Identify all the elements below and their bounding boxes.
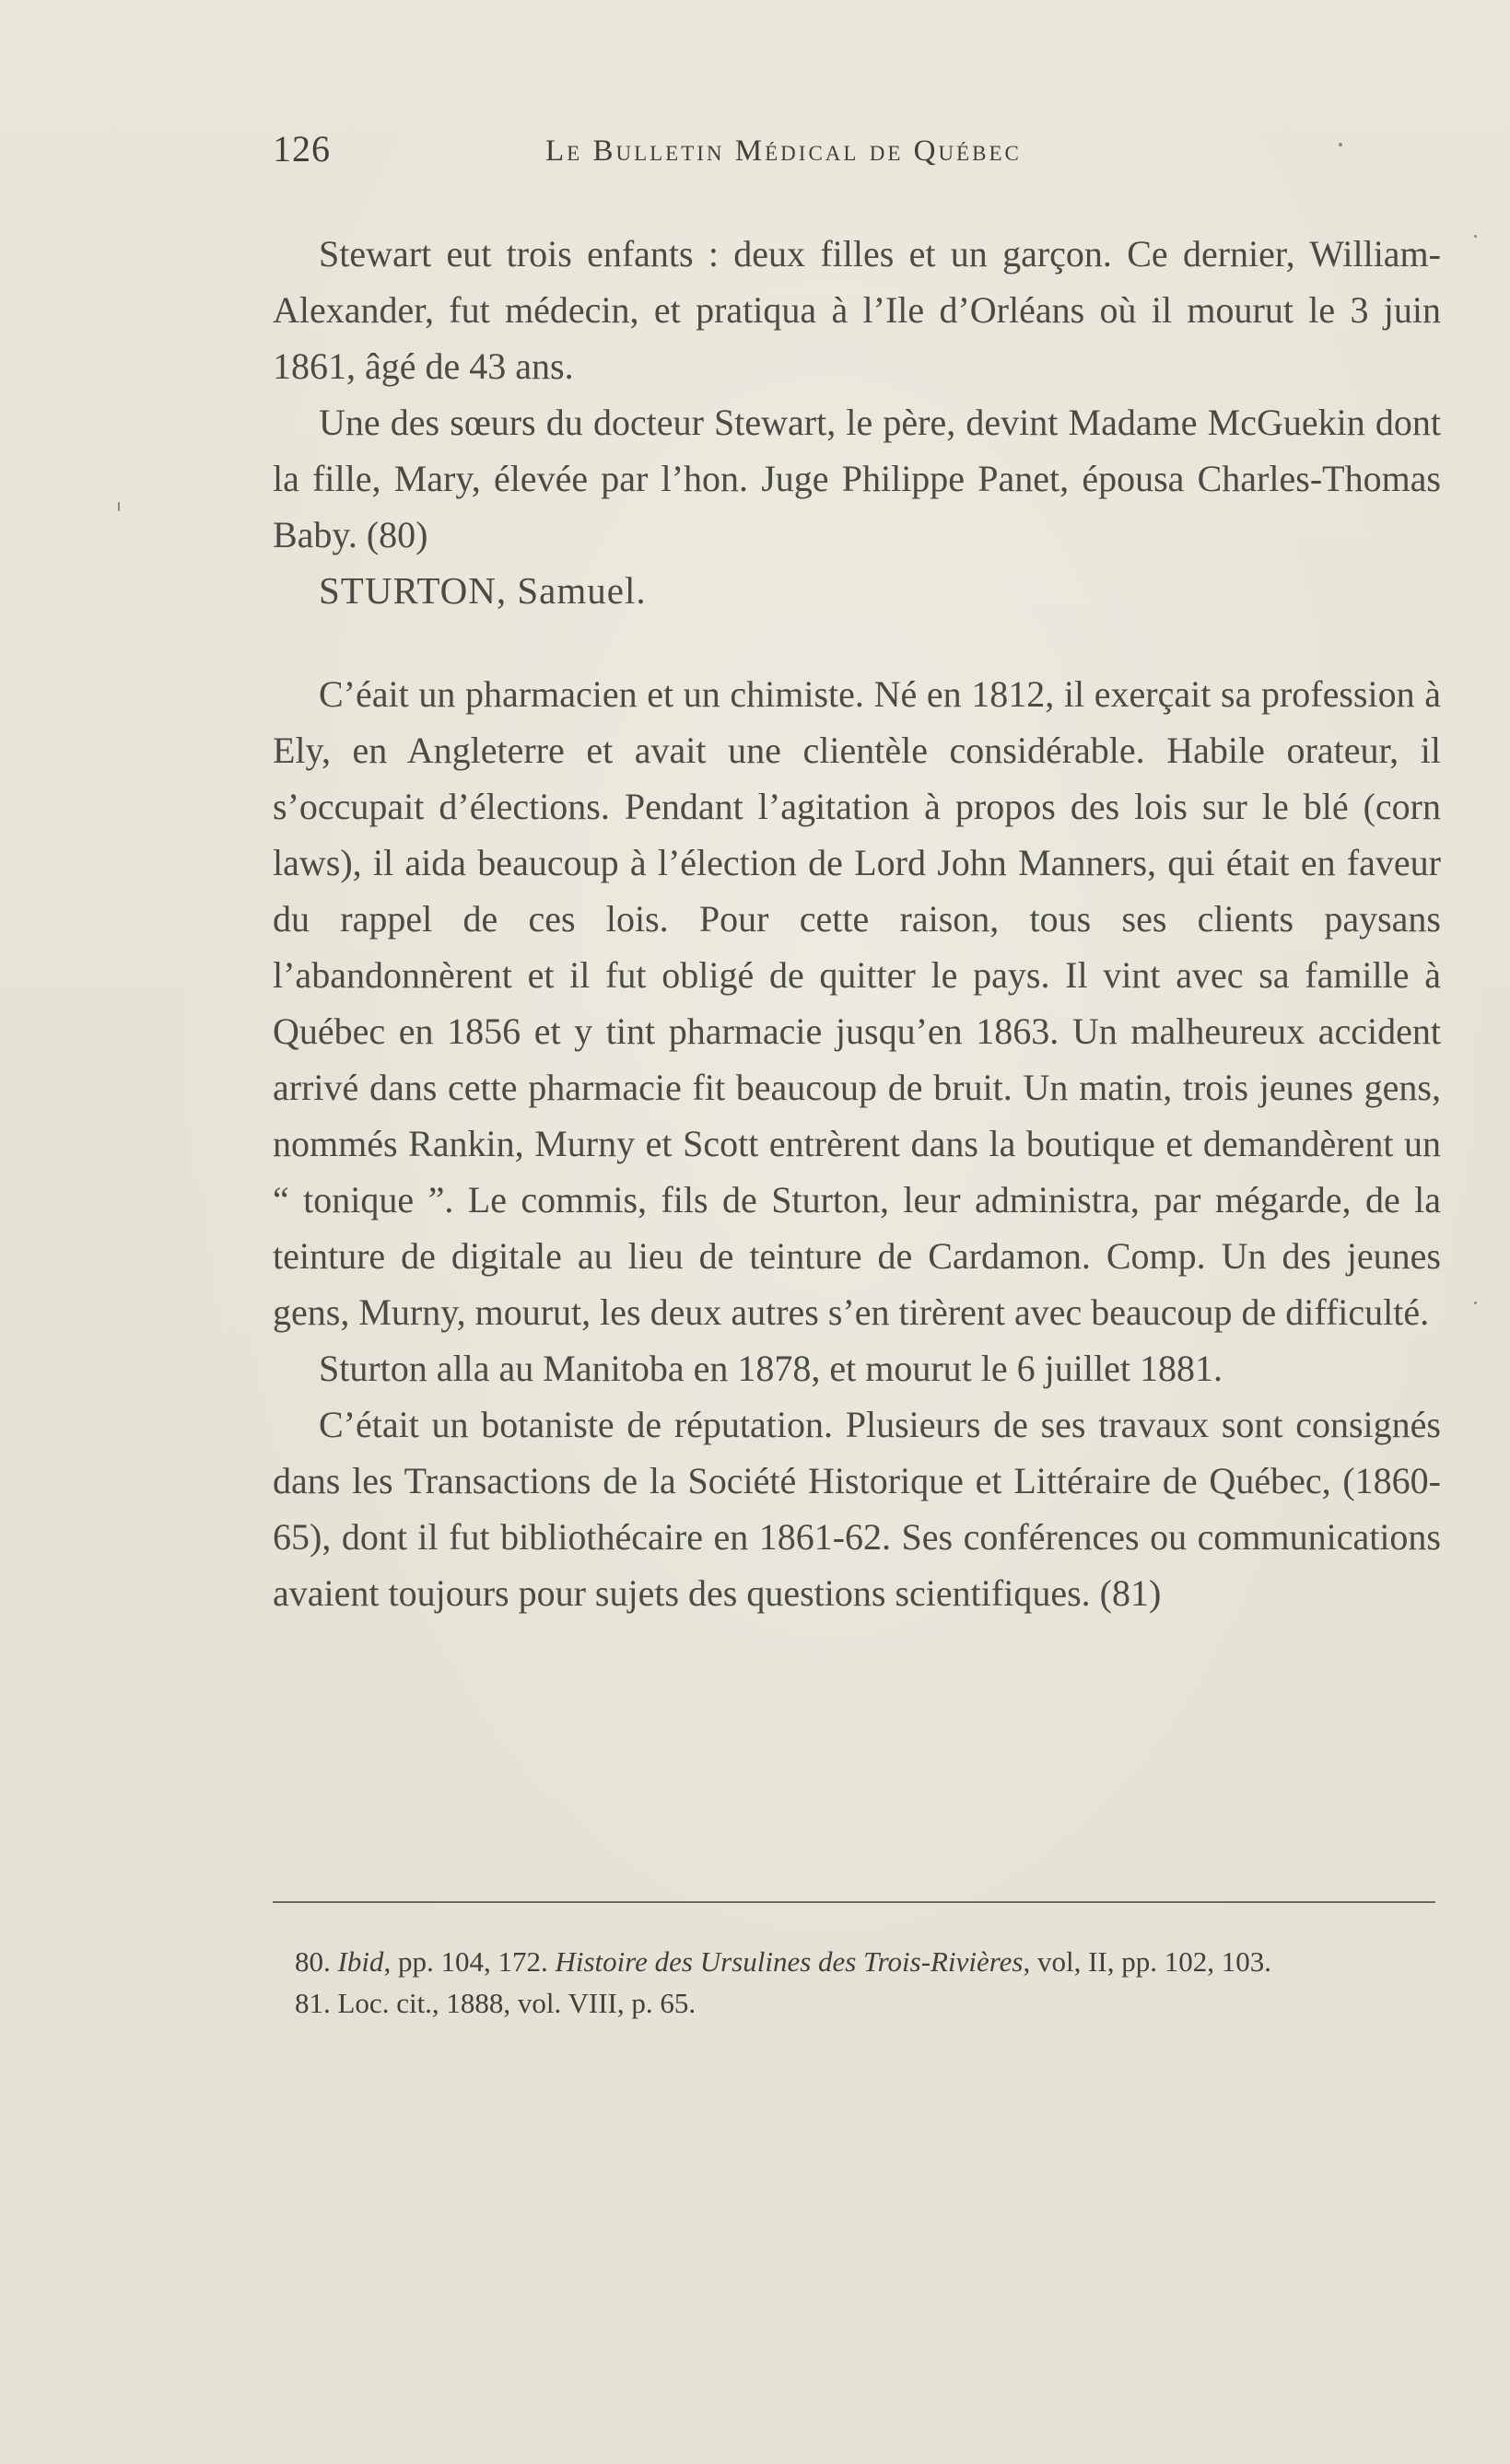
paper-speck bbox=[118, 502, 120, 511]
paragraph-stewart-sister: Une des sœurs du docteur Stewart, le père, devint Madame McGuekin dont la fille, Mary, élevée par l’hon. Juge Philippe Panet, épousa Charles-Thomas Baby. (80) bbox=[273, 402, 1441, 555]
page-header bbox=[273, 127, 1461, 182]
paragraph-sturton-botanist: C’était un botaniste de réputation. Plusieurs de ses travaux sont consignés dans les Transactions de la Société Historique et Littéraire de Québec, (1860-65), dont il fut bibliothécaire en 1861-62. Ses conférences ou communications avaient toujours pour sujets des questions scientifiques. (81) bbox=[273, 1404, 1441, 1614]
paragraph-sturton-manitoba: Sturton alla au Manitoba en 1878, et mourut le 6 juillet 1881. bbox=[319, 1348, 1223, 1389]
body-text bbox=[273, 226, 1441, 1621]
paper-speck bbox=[1474, 1302, 1477, 1304]
footnote-80-rest: , vol, II, pp. 102, 103. bbox=[1023, 1945, 1271, 1978]
footnotes bbox=[273, 1941, 1435, 2024]
footnote-80-number: 80. bbox=[295, 1945, 331, 1978]
paragraph-stewart-children: Stewart eut trois enfants : deux filles et un garçon. Ce dernier, William-Alexander, fut médecin, et pratiqua à l’Ile d’Orléans où il mourut le 3 juin 1861, âgé de 43 ans. bbox=[273, 233, 1441, 387]
paragraph-sturton-bio: C’éait un pharmacien et un chimiste. Né en 1812, il exerçait sa profession à Ely, en Angleterre et avait une clientèle considérable. Habile orateur, il s’occupait d’élections. Pendant l’agitation à propos des lois sur le blé (corn laws), il aida beaucoup à l’élection de Lord John Manners, qui était en faveur du rappel de ces lois. Pour cette raison, tous ses clients paysans l’abandonnèrent et il fut obligé de quitter le pays. Il vint avec sa famille à Québec en 1856 et y tint pharmacie jusqu’en 1863. Un malheureux accident arrivé dans cette pharmacie fit beaucoup de bruit. Un matin, trois jeunes gens, nommés Rankin, Murny et Scott entrèrent dans la boutique et demandèrent un “ tonique ”. Le commis, fils de Sturton, leur administra, par mégarde, de la teinture de digitale au lieu de teinture de Cardamon. Comp. Un des jeunes gens, Murny, mourut, les deux autres s’en tirèrent avec beaucoup de difficulté. bbox=[273, 673, 1441, 1333]
running-title: Le Bulletin Médical de Québec bbox=[545, 134, 1022, 168]
footnote-80-title: Histoire des Ursulines des Trois-Rivières bbox=[555, 1945, 1024, 1978]
footnote-81: 81. Loc. cit., 1888, vol. VIII, p. 65. bbox=[295, 1987, 696, 2019]
footnote-80 bbox=[273, 1941, 1435, 1982]
paper-speck bbox=[1339, 143, 1342, 146]
page-number: 126 bbox=[273, 128, 331, 169]
footnote-80-ibid: Ibid bbox=[337, 1945, 384, 1978]
footnote-80-pages: , pp. 104, 172. bbox=[383, 1945, 548, 1978]
footnote-separator bbox=[273, 1901, 1435, 1903]
entry-heading-sturton: STURTON, Samuel. bbox=[319, 569, 647, 612]
paper-speck bbox=[1474, 235, 1477, 238]
